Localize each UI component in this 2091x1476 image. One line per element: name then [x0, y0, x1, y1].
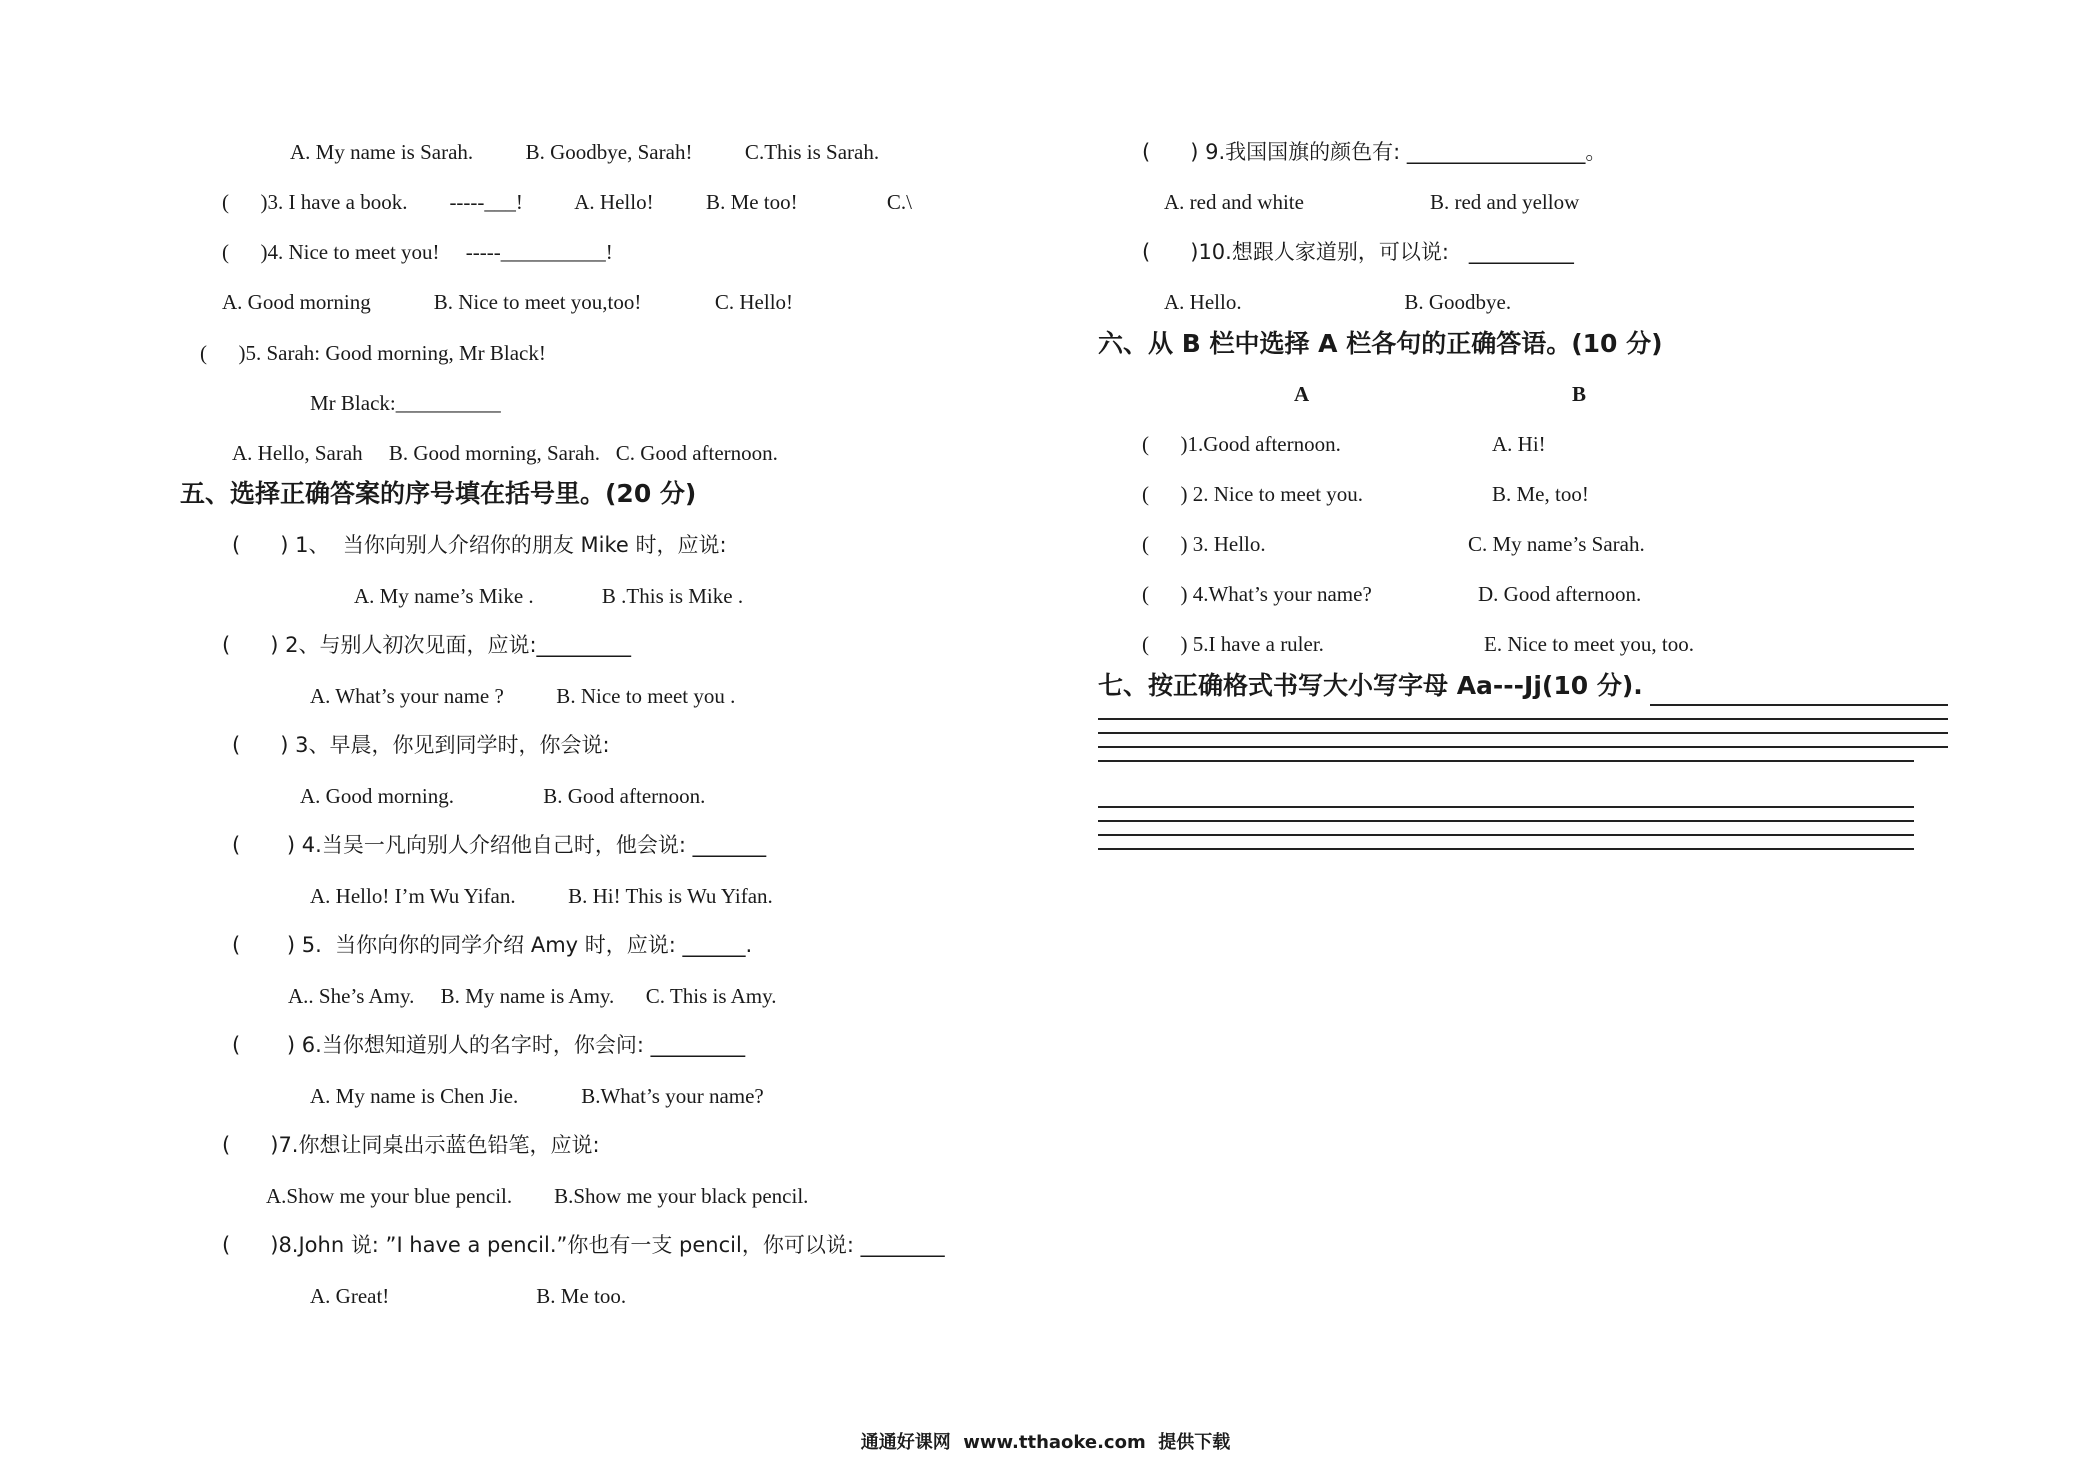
footer-credit: 通通好课网 www.tthaoke.com 提供下载 [860, 1432, 1231, 1453]
s5-q5-options: A.. She’s Amy. B. My name is Amy. C. This is Amy. [288, 984, 777, 1008]
s5-q8: ( )8.John 说: ”I have a pencil.”你也有一支 pencil，你可以说: ________ [222, 1233, 945, 1257]
s5-q6: ( ) 6.当你想知道别人的名字时，你会问: _________ [232, 1033, 746, 1057]
q5-line: ( )5. Sarah: Good morning, Mr Black! [200, 341, 546, 365]
s5-q10-options: A. Hello. B. Goodbye. [1164, 290, 1512, 314]
q5-reply: Mr Black:__________ [310, 391, 501, 415]
s5-q9-options: A. red and white B. red and yellow [1164, 190, 1580, 214]
match-a-1: ( )1.Good afternoon. [1142, 432, 1341, 456]
match-a-4: ( ) 4.What’s your name? [1142, 582, 1372, 606]
s5-q3-options: A. Good morning. B. Good afternoon. [300, 784, 706, 808]
writing-line [1098, 732, 1948, 734]
s5-q2: ( ) 2、与别人初次见面，应说:_________ [222, 633, 632, 657]
column-a-header: A [1294, 382, 1310, 406]
q3-line: ( )3. I have a book. -----___! A. Hello! B. Me too! C.\ [222, 190, 912, 214]
q4-options: A. Good morning B. Nice to meet you,too! C. Hello! [222, 290, 794, 314]
s5-q7: ( )7.你想让同桌出示蓝色铅笔，应说: [222, 1133, 600, 1157]
match-b-3: C. My name’s Sarah. [1468, 532, 1645, 556]
match-b-5: E. Nice to meet you, too. [1484, 632, 1694, 656]
s5-q1: ( ) 1、 当你向别人介绍你的朋友 Mike 时，应说: [232, 533, 727, 557]
s5-q1-options: A. My name’s Mike . B .This is Mike . [354, 584, 744, 608]
writing-line [1098, 760, 1914, 762]
q5-options: A. Hello, Sarah B. Good morning, Sarah. C. Good afternoon. [232, 441, 778, 465]
writing-line [1098, 820, 1914, 822]
s5-q3: ( ) 3、早晨，你见到同学时，你会说: [232, 733, 610, 757]
s5-q8-options: A. Great! B. Me too. [310, 1284, 627, 1308]
s5-q2-options: A. What’s your name ? B. Nice to meet you . [310, 684, 736, 708]
s5-q9: ( ) 9.我国国旗的颜色有: _________________。 [1142, 140, 1607, 164]
writing-line [1650, 704, 1948, 706]
writing-line [1098, 718, 1948, 720]
s5-q5: ( ) 5. 当你向你的同学介绍 Amy 时，应说: ______. [232, 933, 753, 957]
s5-q4: ( ) 4.当吴一凡向别人介绍他自己时，他会说: _______ [232, 833, 767, 857]
writing-line [1098, 848, 1914, 850]
writing-line [1098, 746, 1948, 748]
match-b-4: D. Good afternoon. [1478, 582, 1642, 606]
section6-title: 六、从 B 栏中选择 A 栏各句的正确答语。(10 分) [1098, 329, 1663, 358]
match-b-1: A. Hi! [1492, 432, 1546, 456]
match-a-5: ( ) 5.I have a ruler. [1142, 632, 1324, 656]
section7-title: 七、按正确格式书写大小写字母 Aa---Jj(10 分). [1098, 671, 1643, 700]
match-b-2: B. Me, too! [1492, 482, 1589, 506]
section5-title: 五、选择正确答案的序号填在括号里。(20 分) [180, 479, 697, 508]
s5-q4-options: A. Hello! I’m Wu Yifan. B. Hi! This is Wu Yifan. [310, 884, 773, 908]
writing-line [1098, 806, 1914, 808]
q4-line: ( )4. Nice to meet you! -----__________! [222, 240, 613, 264]
column-b-header: B [1572, 382, 1587, 406]
match-a-2: ( ) 2. Nice to meet you. [1142, 482, 1364, 506]
s5-q7-options: A.Show me your blue pencil. B.Show me your black pencil. [266, 1184, 809, 1208]
s5-q10: ( )10.想跟人家道别，可以说: __________ [1142, 240, 1574, 264]
match-a-3: ( ) 3. Hello. [1142, 532, 1266, 556]
s5-q6-options: A. My name is Chen Jie. B.What’s your name? [310, 1084, 764, 1108]
writing-line [1098, 834, 1914, 836]
q2-options: A. My name is Sarah. B. Goodbye, Sarah! C.This is Sarah. [290, 140, 880, 164]
